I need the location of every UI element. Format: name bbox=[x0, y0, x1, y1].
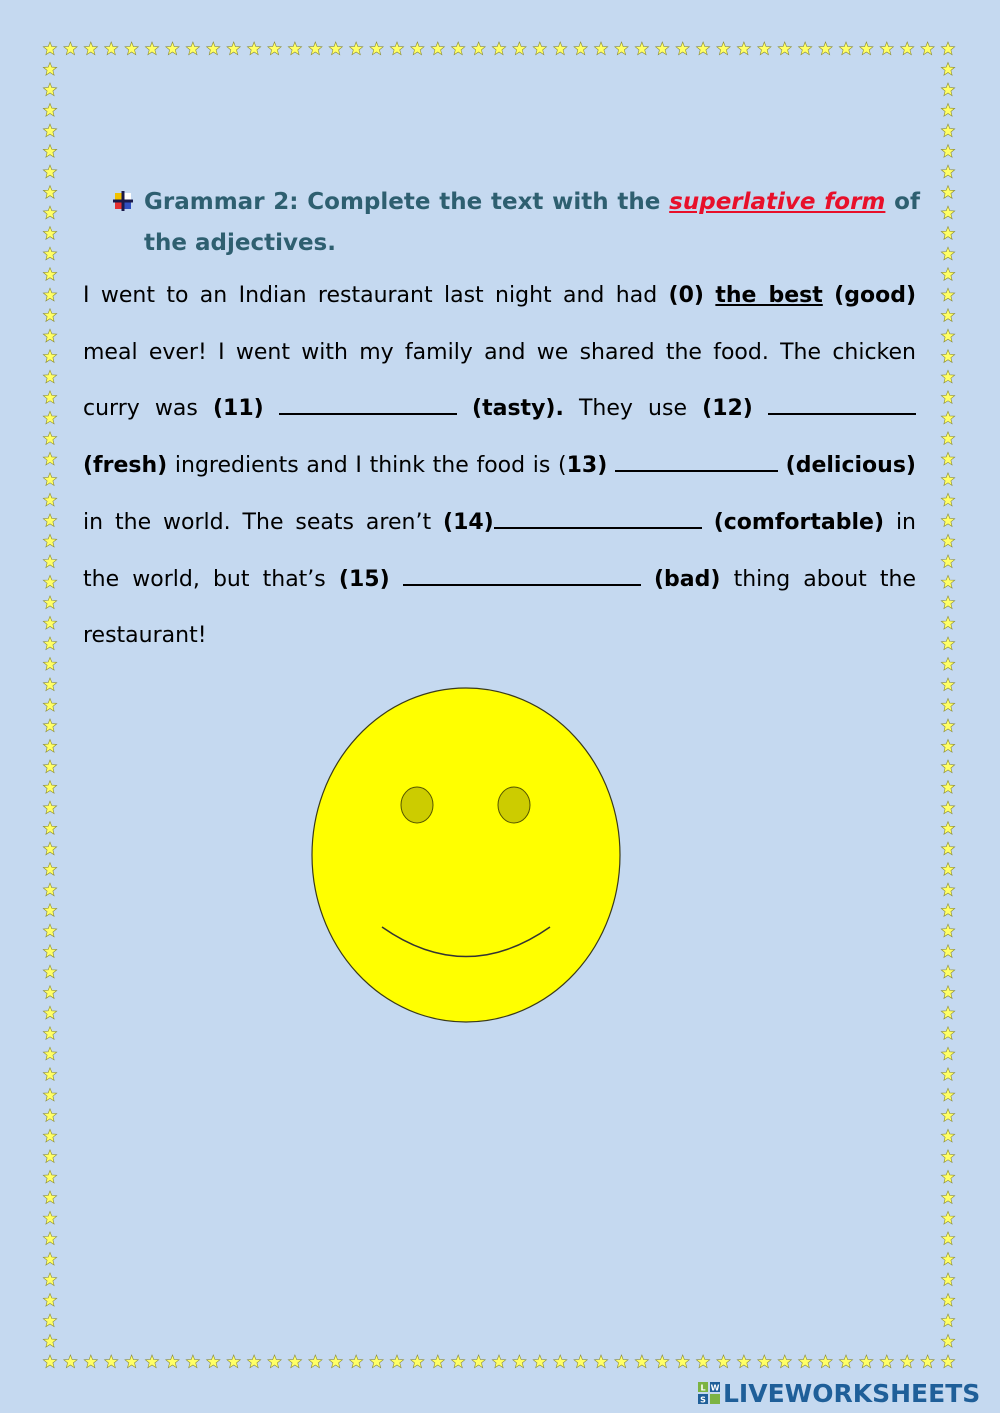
border-star-icon bbox=[574, 1355, 587, 1368]
border-star-icon bbox=[941, 883, 954, 896]
border-star-icon bbox=[43, 1129, 56, 1142]
border-star-icon bbox=[43, 206, 56, 219]
border-star-icon bbox=[43, 904, 56, 917]
border-star-icon bbox=[941, 555, 954, 568]
border-star-icon bbox=[370, 42, 383, 55]
border-star-icon bbox=[941, 227, 954, 240]
border-star-icon bbox=[390, 42, 403, 55]
instruction-heading bbox=[112, 182, 920, 264]
border-star-icon bbox=[941, 288, 954, 301]
border-star-icon bbox=[43, 268, 56, 281]
smiley-right-eye bbox=[498, 787, 530, 823]
answer-blank-15[interactable] bbox=[403, 566, 641, 586]
border-star-icon bbox=[43, 104, 56, 117]
border-star-icon bbox=[43, 329, 56, 342]
border-star-icon bbox=[676, 1355, 689, 1368]
border-star-icon bbox=[43, 1211, 56, 1224]
border-star-icon bbox=[941, 801, 954, 814]
border-star-icon bbox=[452, 1355, 465, 1368]
border-star-icon bbox=[901, 1355, 914, 1368]
border-star-icon bbox=[43, 452, 56, 465]
border-star-icon bbox=[921, 1355, 934, 1368]
border-star-icon bbox=[43, 1355, 56, 1368]
border-star-icon bbox=[941, 658, 954, 671]
border-star-icon bbox=[43, 514, 56, 527]
border-star-icon bbox=[370, 1355, 383, 1368]
border-star-icon bbox=[43, 555, 56, 568]
border-star-icon bbox=[901, 42, 914, 55]
instruction-suffix: of the adjectives. bbox=[144, 189, 920, 256]
border-star-icon bbox=[43, 760, 56, 773]
border-star-icon bbox=[941, 719, 954, 732]
border-star-icon bbox=[43, 247, 56, 260]
border-star-icon bbox=[941, 1314, 954, 1327]
border-star-icon bbox=[941, 1129, 954, 1142]
border-star-icon bbox=[207, 42, 220, 55]
border-star-icon bbox=[43, 83, 56, 96]
border-star-icon bbox=[43, 801, 56, 814]
answer-blank-13[interactable] bbox=[615, 452, 778, 472]
border-star-icon bbox=[43, 1027, 56, 1040]
liveworksheets-logo-text: LIVEWORKSHEETS bbox=[723, 1378, 981, 1408]
border-star-icon bbox=[288, 1355, 301, 1368]
border-star-icon bbox=[43, 637, 56, 650]
q11-adjective: (tasty). bbox=[472, 396, 564, 422]
border-star-icon bbox=[43, 1150, 56, 1163]
border-star-icon bbox=[43, 822, 56, 835]
border-star-icon bbox=[941, 904, 954, 917]
instruction-highlight: superlative form bbox=[669, 189, 886, 215]
border-star-icon bbox=[880, 1355, 893, 1368]
border-star-icon bbox=[819, 42, 832, 55]
passage-after-11: They use bbox=[563, 396, 703, 422]
border-star-icon bbox=[105, 42, 118, 55]
border-star-icon bbox=[288, 42, 301, 55]
border-star-icon bbox=[64, 1355, 77, 1368]
answer-blank-14[interactable] bbox=[494, 509, 702, 529]
border-star-icon bbox=[941, 247, 954, 260]
border-star-icon bbox=[941, 309, 954, 322]
border-star-icon bbox=[635, 1355, 648, 1368]
border-star-icon bbox=[778, 1355, 791, 1368]
border-star-icon bbox=[43, 986, 56, 999]
border-star-icon bbox=[43, 678, 56, 691]
border-star-icon bbox=[43, 883, 56, 896]
border-star-icon bbox=[941, 965, 954, 978]
border-star-icon bbox=[84, 42, 97, 55]
border-star-icon bbox=[941, 1068, 954, 1081]
border-star-icon bbox=[941, 1109, 954, 1122]
border-star-icon bbox=[839, 42, 852, 55]
border-star-icon bbox=[513, 1355, 526, 1368]
border-star-icon bbox=[43, 1273, 56, 1286]
border-star-icon bbox=[941, 186, 954, 199]
border-star-icon bbox=[941, 124, 954, 137]
border-star-icon bbox=[411, 42, 424, 55]
border-star-icon bbox=[64, 42, 77, 55]
border-star-icon bbox=[941, 1006, 954, 1019]
answer-blank-11[interactable] bbox=[279, 395, 457, 415]
border-star-icon bbox=[43, 493, 56, 506]
border-star-icon bbox=[43, 740, 56, 753]
border-star-icon bbox=[941, 1191, 954, 1204]
border-star-icon bbox=[941, 596, 954, 609]
border-star-icon bbox=[615, 42, 628, 55]
border-star-icon bbox=[941, 924, 954, 937]
border-star-icon bbox=[941, 1252, 954, 1265]
border-star-icon bbox=[43, 63, 56, 76]
border-star-icon bbox=[43, 186, 56, 199]
border-star-icon bbox=[411, 1355, 424, 1368]
example-number: (0) bbox=[668, 283, 704, 308]
instruction-prefix: Grammar 2: Complete the text with the bbox=[144, 189, 670, 215]
border-star-icon bbox=[43, 781, 56, 794]
border-star-icon bbox=[268, 1355, 281, 1368]
smiley-face-icon bbox=[310, 686, 622, 1024]
border-star-icon bbox=[43, 658, 56, 671]
border-star-icon bbox=[819, 1355, 832, 1368]
border-star-icon bbox=[43, 842, 56, 855]
q12-number: (12) bbox=[702, 396, 753, 422]
liveworksheets-logo bbox=[698, 1377, 980, 1409]
border-star-icon bbox=[43, 1047, 56, 1060]
border-star-icon bbox=[186, 42, 199, 55]
border-star-icon bbox=[941, 575, 954, 588]
border-star-icon bbox=[941, 165, 954, 178]
border-star-icon bbox=[43, 575, 56, 588]
border-star-icon bbox=[43, 391, 56, 404]
border-star-icon bbox=[656, 1355, 669, 1368]
border-star-icon bbox=[941, 822, 954, 835]
logo-mark-letter-w: W bbox=[710, 1383, 720, 1393]
q13-number: 13) bbox=[566, 453, 608, 479]
border-star-icon bbox=[594, 1355, 607, 1368]
border-star-icon bbox=[43, 1191, 56, 1204]
q14-number: (14) bbox=[443, 509, 494, 535]
border-star-icon bbox=[43, 42, 56, 55]
border-star-icon bbox=[799, 1355, 812, 1368]
border-star-icon bbox=[941, 1355, 954, 1368]
border-star-icon bbox=[166, 42, 179, 55]
border-star-icon bbox=[941, 678, 954, 691]
border-star-icon bbox=[247, 1355, 260, 1368]
border-star-icon bbox=[554, 1355, 567, 1368]
border-star-icon bbox=[941, 1335, 954, 1348]
border-star-icon bbox=[84, 1355, 97, 1368]
passage-after-example: meal ever! I went with my family and we shared the food. The chicken curry was bbox=[83, 339, 916, 422]
border-star-icon bbox=[941, 42, 954, 55]
border-star-icon bbox=[227, 1355, 240, 1368]
border-star-icon bbox=[472, 1355, 485, 1368]
example-adjective: (good) bbox=[834, 283, 917, 308]
logo-mark-letter-s: S bbox=[700, 1395, 706, 1404]
border-star-icon bbox=[696, 42, 709, 55]
border-star-icon bbox=[43, 288, 56, 301]
border-star-icon bbox=[472, 42, 485, 55]
border-star-icon bbox=[941, 760, 954, 773]
passage-after-15: thing about the restaurant! bbox=[83, 566, 917, 649]
border-star-icon bbox=[941, 699, 954, 712]
border-star-icon bbox=[941, 534, 954, 547]
border-star-icon bbox=[43, 1006, 56, 1019]
border-star-icon bbox=[166, 1355, 179, 1368]
border-star-icon bbox=[43, 616, 56, 629]
border-star-icon bbox=[778, 42, 791, 55]
border-star-icon bbox=[860, 1355, 873, 1368]
border-star-icon bbox=[941, 842, 954, 855]
border-star-icon bbox=[941, 1273, 954, 1286]
border-star-icon bbox=[594, 42, 607, 55]
border-star-icon bbox=[839, 1355, 852, 1368]
border-star-icon bbox=[860, 42, 873, 55]
border-star-icon bbox=[941, 411, 954, 424]
border-star-icon bbox=[941, 781, 954, 794]
passage-text bbox=[83, 268, 916, 665]
border-star-icon bbox=[492, 1355, 505, 1368]
q12-adjective: (fresh) bbox=[83, 453, 168, 479]
border-star-icon bbox=[43, 1109, 56, 1122]
border-star-icon bbox=[207, 1355, 220, 1368]
border-star-icon bbox=[717, 1355, 730, 1368]
border-star-icon bbox=[43, 719, 56, 732]
border-star-icon bbox=[941, 104, 954, 117]
border-star-icon bbox=[737, 1355, 750, 1368]
border-star-icon bbox=[656, 42, 669, 55]
border-star-icon bbox=[105, 1355, 118, 1368]
border-star-icon bbox=[941, 986, 954, 999]
example-answer: the best bbox=[715, 283, 823, 308]
border-star-icon bbox=[941, 1150, 954, 1163]
border-star-icon bbox=[145, 1355, 158, 1368]
border-star-icon bbox=[941, 1294, 954, 1307]
border-star-icon bbox=[941, 83, 954, 96]
border-star-icon bbox=[941, 1170, 954, 1183]
border-star-icon bbox=[431, 42, 444, 55]
border-star-icon bbox=[452, 42, 465, 55]
border-star-icon bbox=[941, 370, 954, 383]
border-star-icon bbox=[941, 391, 954, 404]
border-star-icon bbox=[43, 473, 56, 486]
border-star-icon bbox=[533, 42, 546, 55]
border-star-icon bbox=[43, 411, 56, 424]
border-star-icon bbox=[615, 1355, 628, 1368]
border-star-icon bbox=[247, 42, 260, 55]
border-star-icon bbox=[941, 616, 954, 629]
border-star-icon bbox=[125, 1355, 138, 1368]
logo-mark-letter-l: L bbox=[700, 1383, 706, 1393]
border-star-icon bbox=[676, 42, 689, 55]
border-star-icon bbox=[43, 699, 56, 712]
border-star-icon bbox=[941, 268, 954, 281]
q14-adjective: (comfortable) bbox=[713, 509, 884, 535]
passage-after-14: in the world, but that’s bbox=[83, 509, 916, 592]
border-star-icon bbox=[941, 945, 954, 958]
border-star-icon bbox=[43, 945, 56, 958]
border-star-icon bbox=[43, 309, 56, 322]
border-star-icon bbox=[350, 1355, 363, 1368]
border-star-icon bbox=[431, 1355, 444, 1368]
border-star-icon bbox=[758, 1355, 771, 1368]
instruction-text bbox=[144, 182, 920, 264]
border-star-icon bbox=[43, 1170, 56, 1183]
border-star-icon bbox=[880, 42, 893, 55]
border-star-icon bbox=[309, 1355, 322, 1368]
border-star-icon bbox=[941, 350, 954, 363]
border-star-icon bbox=[941, 329, 954, 342]
border-star-icon bbox=[329, 1355, 342, 1368]
passage-after-13: in the world. The seats aren’t bbox=[83, 509, 444, 535]
border-star-icon bbox=[43, 596, 56, 609]
border-star-icon bbox=[941, 637, 954, 650]
border-star-icon bbox=[941, 1047, 954, 1060]
border-star-icon bbox=[43, 1335, 56, 1348]
border-star-icon bbox=[941, 493, 954, 506]
border-star-icon bbox=[43, 145, 56, 158]
q11-number: (11) bbox=[213, 396, 264, 422]
border-star-icon bbox=[941, 1232, 954, 1245]
border-star-icon bbox=[43, 965, 56, 978]
border-star-icon bbox=[43, 1232, 56, 1245]
border-star-icon bbox=[921, 42, 934, 55]
smiley-left-eye bbox=[401, 787, 433, 823]
border-star-icon bbox=[737, 42, 750, 55]
border-star-icon bbox=[268, 42, 281, 55]
border-star-icon bbox=[227, 42, 240, 55]
border-star-icon bbox=[43, 432, 56, 445]
border-star-icon bbox=[941, 473, 954, 486]
border-star-icon bbox=[941, 452, 954, 465]
border-star-icon bbox=[43, 350, 56, 363]
passage-after-12: ingredients and I think the food is ( bbox=[167, 453, 567, 479]
border-star-icon bbox=[43, 227, 56, 240]
border-star-icon bbox=[941, 1088, 954, 1101]
border-star-icon bbox=[43, 1294, 56, 1307]
border-star-icon bbox=[43, 863, 56, 876]
border-star-icon bbox=[43, 1068, 56, 1081]
border-star-icon bbox=[717, 42, 730, 55]
border-star-icon bbox=[43, 370, 56, 383]
border-star-icon bbox=[145, 42, 158, 55]
border-star-icon bbox=[941, 863, 954, 876]
border-star-icon bbox=[758, 42, 771, 55]
border-star-icon bbox=[43, 165, 56, 178]
liveworksheets-logo-mark-icon bbox=[698, 1382, 720, 1404]
border-star-icon bbox=[533, 1355, 546, 1368]
q15-number: (15) bbox=[338, 566, 390, 592]
border-star-icon bbox=[309, 42, 322, 55]
border-star-icon bbox=[43, 534, 56, 547]
border-star-icon bbox=[390, 1355, 403, 1368]
border-star-icon bbox=[43, 1088, 56, 1101]
border-star-icon bbox=[635, 42, 648, 55]
border-star-icon bbox=[513, 42, 526, 55]
border-star-icon bbox=[941, 1211, 954, 1224]
q13-adjective: (delicious) bbox=[785, 453, 916, 479]
border-star-icon bbox=[696, 1355, 709, 1368]
q15-adjective: (bad) bbox=[653, 566, 721, 592]
border-star-icon bbox=[554, 42, 567, 55]
border-star-icon bbox=[43, 1252, 56, 1265]
border-star-icon bbox=[125, 42, 138, 55]
border-star-icon bbox=[350, 42, 363, 55]
border-star-icon bbox=[186, 1355, 199, 1368]
answer-blank-12[interactable] bbox=[768, 395, 916, 415]
border-star-icon bbox=[941, 1027, 954, 1040]
plus-bullet-icon bbox=[112, 190, 134, 212]
border-star-icon bbox=[799, 42, 812, 55]
border-star-icon bbox=[492, 42, 505, 55]
border-star-icon bbox=[941, 145, 954, 158]
border-star-icon bbox=[941, 514, 954, 527]
border-star-icon bbox=[941, 432, 954, 445]
border-star-icon bbox=[941, 206, 954, 219]
border-star-icon bbox=[941, 740, 954, 753]
passage-intro: I went to an Indian restaurant last night and had bbox=[83, 283, 669, 308]
border-star-icon bbox=[43, 924, 56, 937]
border-star-icon bbox=[329, 42, 342, 55]
border-star-icon bbox=[43, 124, 56, 137]
border-star-icon bbox=[574, 42, 587, 55]
border-star-icon bbox=[43, 1314, 56, 1327]
border-star-icon bbox=[941, 63, 954, 76]
